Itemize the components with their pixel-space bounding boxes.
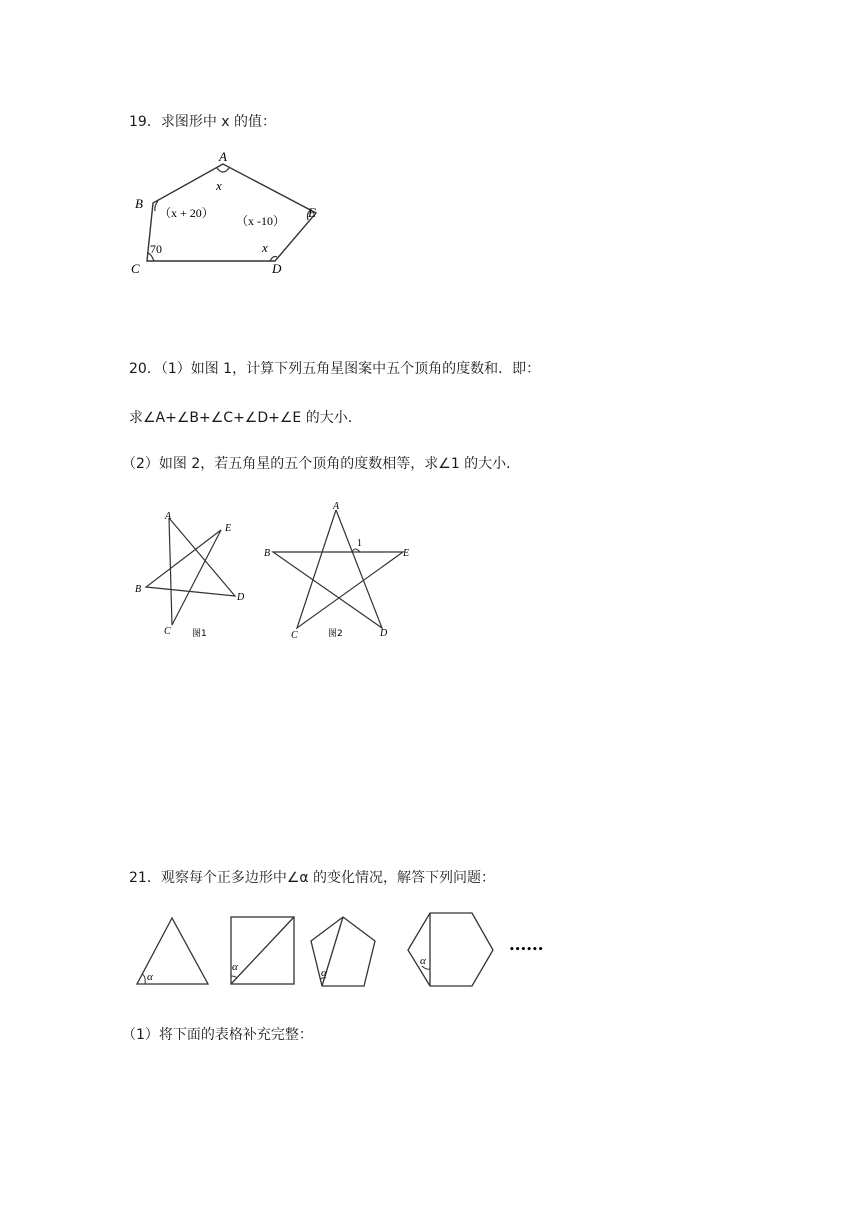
q20-part2: （2）如图 2，若五角星的五个顶角的度数相等，求∠1 的大小．: [122, 456, 521, 472]
vertex-label-a: A: [219, 149, 227, 164]
q21-part1: （1）将下面的表格补充完整：: [122, 1027, 313, 1043]
fig1-caption: 图1: [192, 629, 207, 639]
fig2-caption: 图2: [328, 629, 343, 639]
q20-part1-line2: 求∠A+∠B+∠C+∠D+∠E 的大小．: [129, 410, 362, 426]
q21-polygons-figure: [130, 900, 550, 1000]
alpha-label-triangle: α: [147, 971, 153, 983]
hexagon-shape: [408, 913, 493, 986]
vertex-label-d: D: [272, 261, 282, 276]
alpha-label-hexagon: α: [420, 955, 426, 967]
angle-label-a: x: [216, 178, 222, 193]
vertex-label-e: E: [308, 205, 316, 220]
angle-label-e: （x -10）: [236, 214, 285, 228]
fig2-label-d: D: [380, 628, 388, 639]
fig2-label-b: B: [264, 548, 271, 559]
q19-pentagon-figure: [125, 148, 345, 278]
fig1-label-e: E: [225, 523, 232, 534]
fig1-label-b: B: [135, 584, 142, 595]
fig2-label-e: E: [403, 548, 410, 559]
vertex-label-b: B: [135, 196, 143, 211]
fig1-label-d: D: [237, 592, 245, 603]
q20-part1-line1: 20．（1）如图 1，计算下列五角星图案中五个顶角的度数和．即：: [129, 361, 541, 377]
fig1-label-a: A: [165, 511, 172, 522]
fig2-label-c: C: [291, 630, 298, 641]
fig2-label-a: A: [333, 501, 340, 512]
ellipsis-dots: ••••••: [509, 945, 544, 955]
star-lines: [273, 510, 403, 628]
fig1-label-c: C: [164, 626, 171, 637]
q20-figure-2: [260, 500, 420, 650]
square-shape: [231, 917, 294, 984]
q20-figure-1: [130, 508, 250, 658]
star-lines: [146, 518, 235, 625]
angle-arc-a: [217, 168, 229, 172]
angle-label-d: x: [262, 240, 268, 255]
triangle-shape: [137, 918, 208, 984]
angle-label-c: 70: [150, 242, 162, 256]
pentagon-shape: [311, 917, 375, 986]
alpha-label-pentagon: α: [321, 967, 327, 979]
alpha-label-square: α: [232, 961, 238, 973]
q21-prompt: 21．观察每个正多边形中∠α 的变化情况，解答下列问题：: [129, 870, 496, 886]
q19-prompt: 19．求图形中 x 的值：: [129, 114, 276, 130]
angle-label-b: （x + 20）: [159, 206, 214, 220]
vertex-label-c: C: [131, 261, 140, 276]
fig2-label-one: 1: [357, 538, 362, 549]
